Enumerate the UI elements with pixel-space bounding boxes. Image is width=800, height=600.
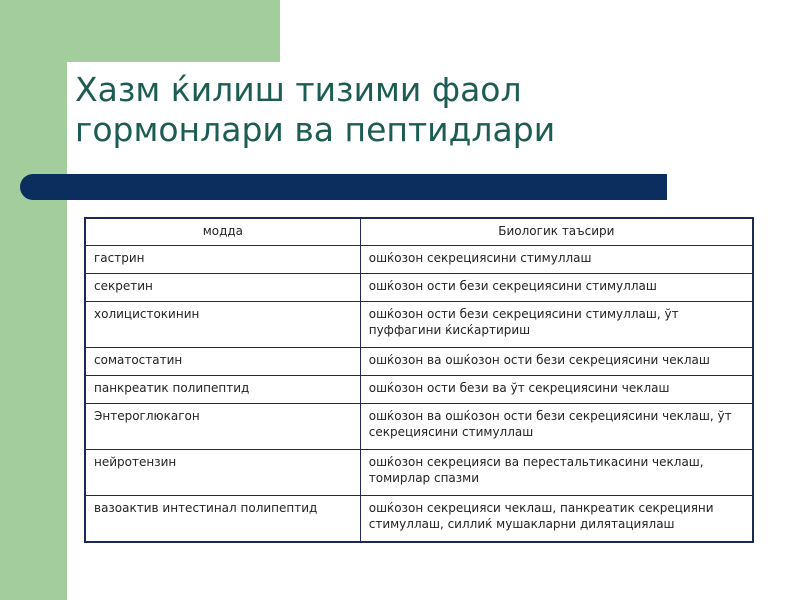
table-row: [85, 246, 753, 274]
substance-cell: холицистокинин: [85, 302, 360, 348]
table-row: [85, 348, 753, 376]
table-row: [85, 450, 753, 496]
effect-cell: ошќозон ва ошќозон ости бези секрециясини чеклаш, ўт секрециясини стимуллаш: [360, 404, 753, 450]
table-header-row: [85, 218, 753, 246]
table-row: [85, 274, 753, 302]
table-row: [85, 302, 753, 348]
table-row: [85, 496, 753, 543]
substance-cell: секретин: [85, 274, 360, 302]
substance-cell: гастрин: [85, 246, 360, 274]
table-row: [85, 376, 753, 404]
effect-cell: ошќозон ва ошќозон ости бези секрециясини чеклаш: [360, 348, 753, 376]
effect-cell: ошќозон секрецияси ва перестальтикасини чеклаш, томирлар спазми: [360, 450, 753, 496]
effect-cell: ошќозон ости бези ва ўт секрециясини чеклаш: [360, 376, 753, 404]
effect-cell: ошќозон ости бези секрециясини стимуллаш, ўт пуффагини ќисќартириш: [360, 302, 753, 348]
slide-title-line-2: гормонлари ва пептидлари: [75, 110, 556, 149]
substance-cell: нейротензин: [85, 450, 360, 496]
slide-title: [75, 70, 775, 150]
substance-cell: панкреатик полипептид: [85, 376, 360, 404]
substance-cell: вазоактив интестинал полипептид: [85, 496, 360, 543]
slide-title-line-1: Хазм ќилиш тизими фаол: [75, 70, 522, 109]
substance-cell: Энтероглюкагон: [85, 404, 360, 450]
effect-cell: ошќозон секрецияси чеклаш, панкреатик секрецияни стимуллаш, силлиќ мушакларни дилятациялаш: [360, 496, 753, 543]
effect-cell: ошќозон ости бези секрециясини стимуллаш: [360, 274, 753, 302]
header-biological-effect: Биологик таъсири: [360, 218, 753, 246]
hormone-table: [84, 217, 754, 543]
header-substance: модда: [85, 218, 360, 246]
title-underline-bar: [20, 174, 667, 200]
effect-cell: ошќозон секрециясини стимуллаш: [360, 246, 753, 274]
substance-cell: соматостатин: [85, 348, 360, 376]
table-row: [85, 404, 753, 450]
